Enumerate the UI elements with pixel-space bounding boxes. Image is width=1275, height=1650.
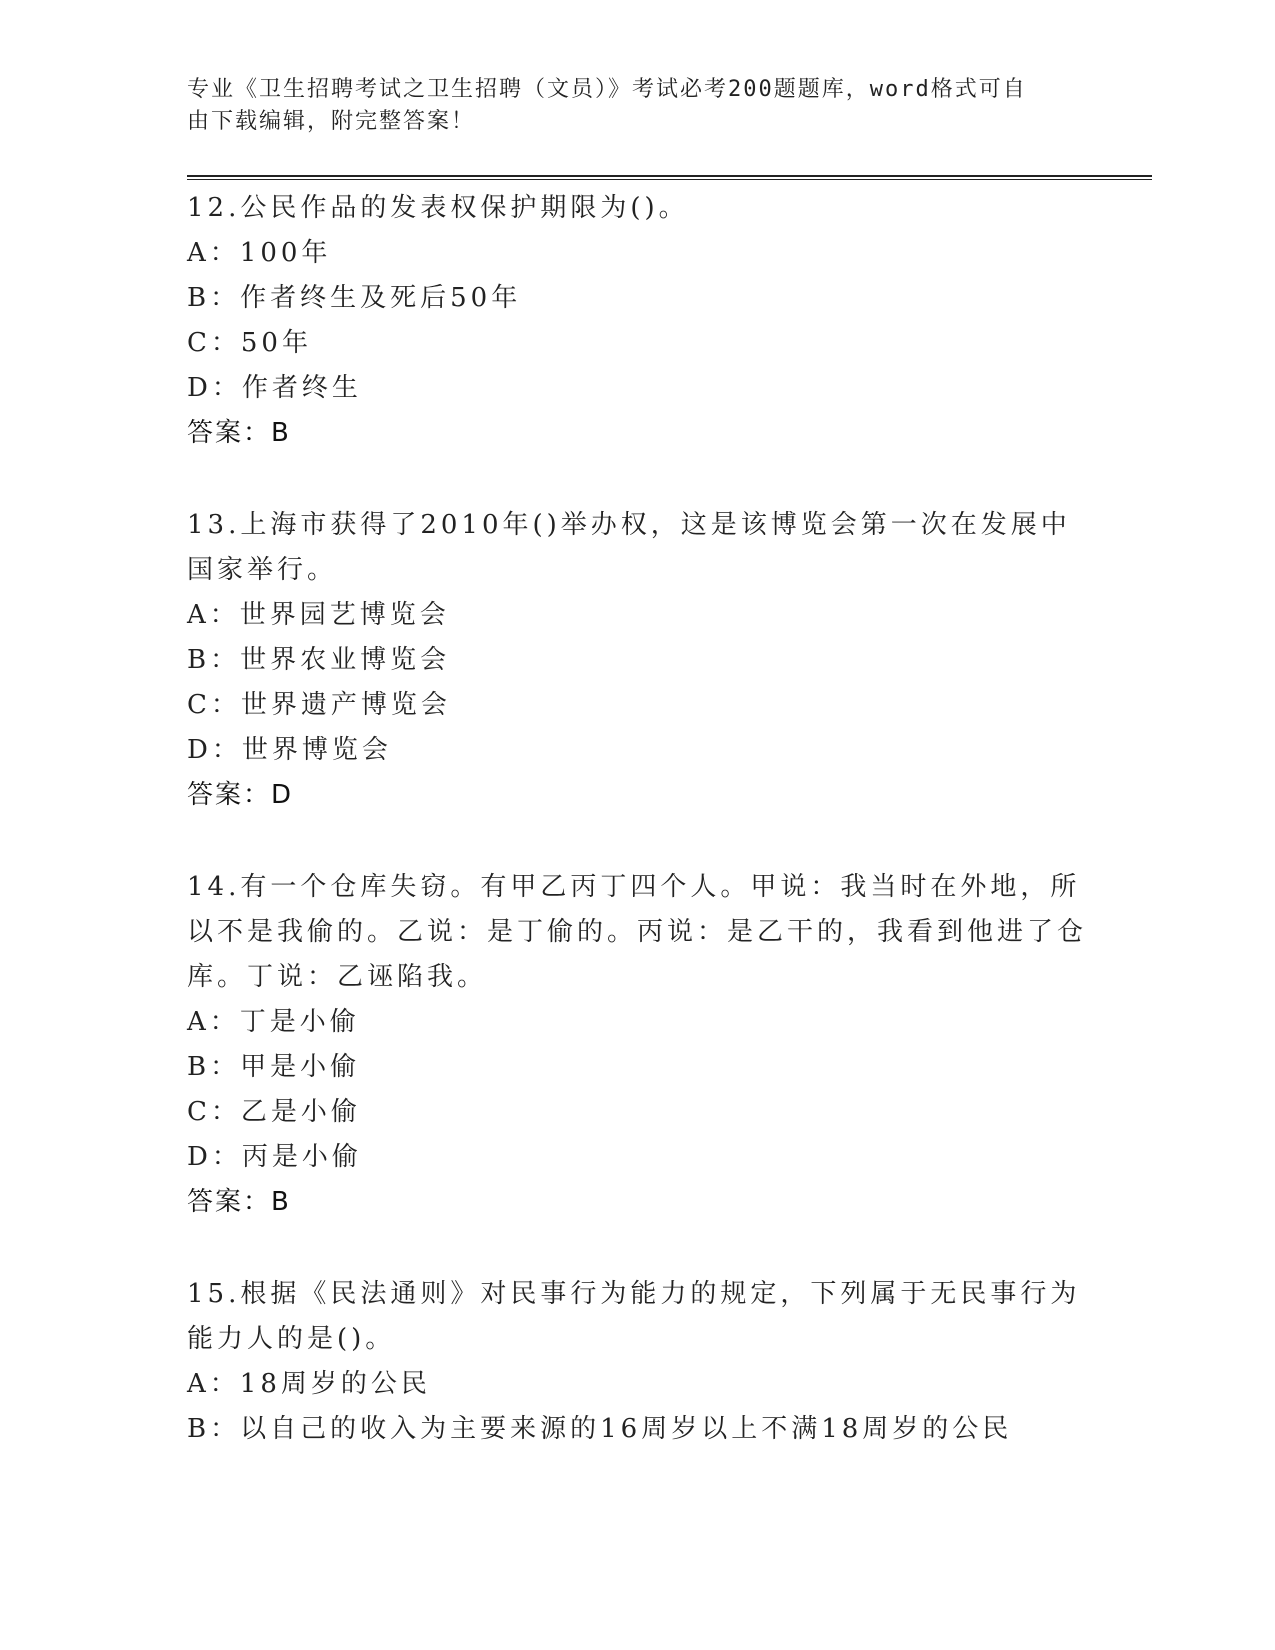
option-b: B：作者终生及死后50年 [187,283,522,313]
header-divider [187,175,1152,180]
question-spacer [187,818,1087,865]
option-c: C：50年 [187,328,312,358]
answer-text: 答案：D [187,780,294,810]
question-text: 12.公民作品的发表权保护期限为()。 [187,193,689,223]
question-14 [187,865,1087,1225]
document-header [187,74,1067,138]
header-line-1: 专业《卫生招聘考试之卫生招聘（文员）》考试必考200题题库，word格式可自 [187,77,1027,102]
option-d: D：作者终生 [187,373,362,403]
question-spacer [187,456,1087,503]
question-list [187,186,1087,1452]
answer-text: 答案：B [187,1187,291,1217]
question-text: 14.有一个仓库失窃。有甲乙丙丁四个人。甲说：我当时在外地，所以不是我偷的。乙说：是丁偷的。丙说：是乙干的，我看到他进了仓库。丁说：乙诬陷我。 [187,872,1088,992]
question-15 [187,1272,1087,1452]
question-text: 15.根据《民法通则》对民事行为能力的规定，下列属于无民事行为能力人的是()。 [187,1279,1081,1354]
option-d: D：丙是小偷 [187,1142,362,1172]
answer-text: 答案：B [187,418,291,448]
option-b: B：世界农业博览会 [187,645,451,675]
option-d: D：世界博览会 [187,735,392,765]
question-12 [187,186,1087,456]
question-spacer [187,1225,1087,1272]
option-b: B：甲是小偷 [187,1052,361,1082]
header-line-2: 由下载编辑，附完整答案！ [187,109,476,134]
question-13 [187,503,1087,818]
option-c: C：乙是小偷 [187,1097,361,1127]
question-text: 13.上海市获得了2010年()举办权，这是该博览会第一次在发展中国家举行。 [187,510,1071,585]
option-b: B：以自己的收入为主要来源的16周岁以上不满18周岁的公民 [187,1414,1013,1444]
option-c: C：世界遗产博览会 [187,690,451,720]
option-a: A：100年 [187,238,332,268]
option-a: A：世界园艺博览会 [187,600,450,630]
option-a: A：丁是小偷 [187,1007,360,1037]
option-a: A：18周岁的公民 [187,1369,431,1399]
